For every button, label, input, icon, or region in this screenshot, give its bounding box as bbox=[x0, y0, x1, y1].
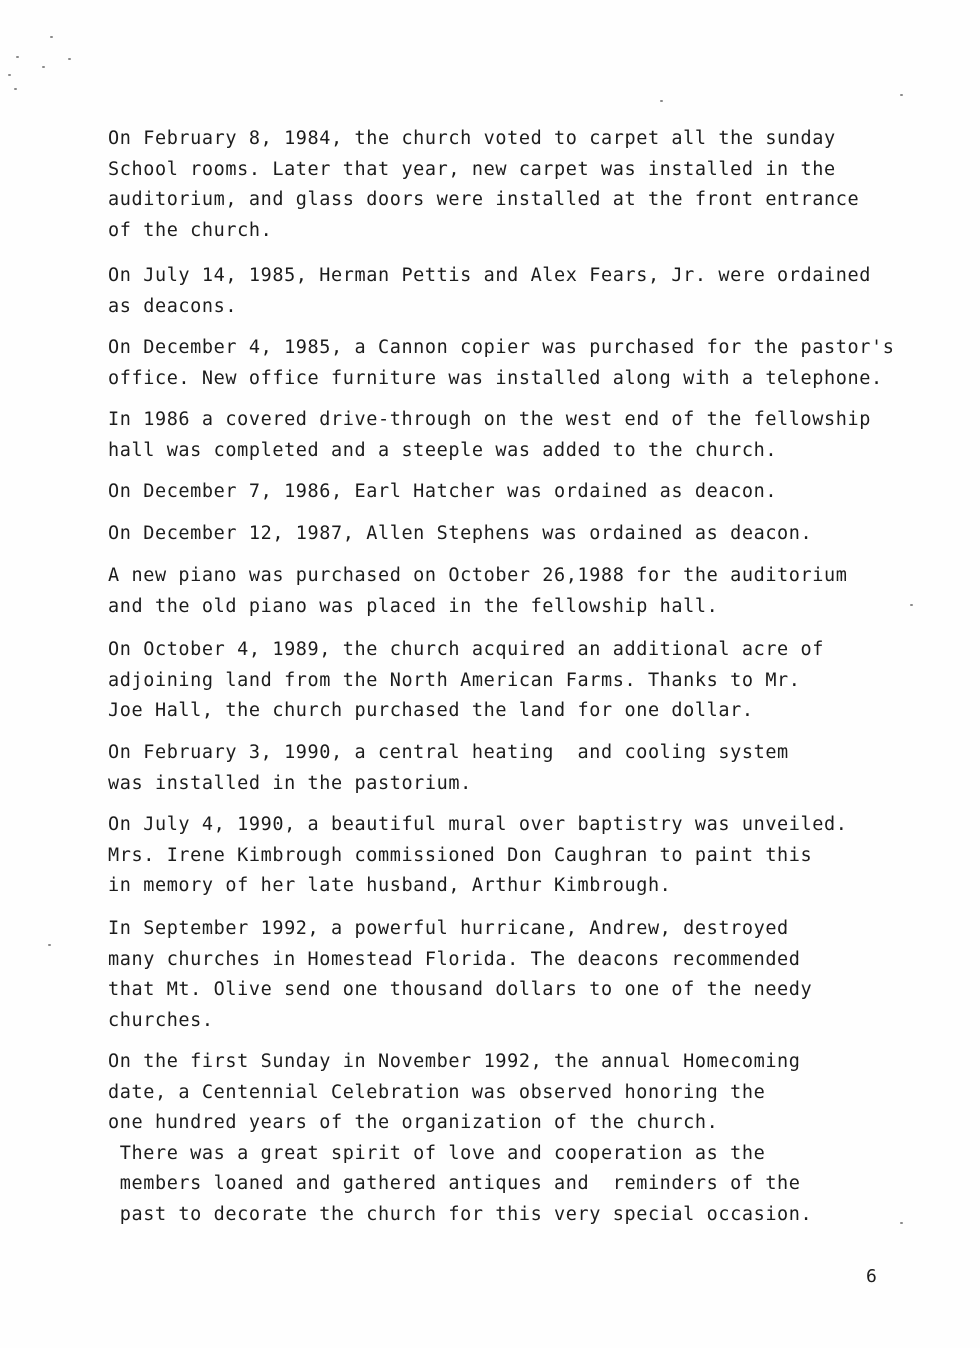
paragraph-mural-1990 bbox=[108, 810, 958, 902]
text-line: churches. bbox=[108, 1009, 214, 1031]
scan-speck bbox=[50, 36, 53, 38]
text-line: date, a Centennial Celebration was observed honoring the bbox=[108, 1081, 766, 1103]
text-line: On February 3, 1990, a central heating and cooling system bbox=[108, 742, 789, 763]
text-line: School rooms. Later that year, new carpet was installed in the bbox=[108, 158, 836, 180]
text-line: many churches in Homestead Florida. The deacons recommended bbox=[108, 948, 801, 970]
text-line: On July 14, 1985, Herman Pettis and Alex Fears, Jr. were ordained bbox=[108, 265, 871, 286]
paragraph-hatcher-1986 bbox=[108, 477, 958, 508]
text-line: On July 4, 1990, a beautiful mural over baptistry was unveiled. bbox=[108, 814, 848, 835]
paragraph-stephens-1987 bbox=[108, 519, 958, 550]
text-line: that Mt. Olive send one thousand dollars to one of the needy bbox=[108, 979, 813, 1000]
text-line: and the old piano was placed in the fellowship hall. bbox=[108, 595, 719, 617]
paragraph-hurricane-1992 bbox=[108, 914, 958, 1036]
text-line: office. New office furniture was installed along with a telephone. bbox=[108, 367, 883, 389]
paragraph-heating-1990 bbox=[108, 738, 958, 799]
text-line: Joe Hall, the church purchased the land for one dollar. bbox=[108, 700, 754, 721]
text-line: On February 8, 1984, the church voted to carpet all the sunday bbox=[108, 128, 836, 149]
text-line: On the first Sunday in November 1992, the annual Homecoming bbox=[108, 1051, 801, 1072]
text-line: past to decorate the church for this very special occasion. bbox=[108, 1203, 813, 1225]
text-line: On October 4, 1989, the church acquired an additional acre of bbox=[108, 639, 825, 660]
paragraph-land-1989 bbox=[108, 635, 958, 727]
scan-speck bbox=[68, 58, 71, 60]
text-line: members loaned and gathered antiques and reminders of the bbox=[108, 1173, 801, 1194]
text-line: was installed in the pastorium. bbox=[108, 772, 472, 794]
paragraph-steeple-1986 bbox=[108, 405, 958, 466]
paragraph-centennial-1992 bbox=[108, 1047, 958, 1230]
text-line: adjoining land from the North American Farms. Thanks to Mr. bbox=[108, 669, 801, 691]
paragraph-copier-1985 bbox=[108, 333, 958, 394]
scan-speck bbox=[660, 100, 663, 102]
text-line: as deacons. bbox=[108, 295, 238, 317]
text-line: In 1986 a covered drive-through on the west end of the fellowship bbox=[108, 409, 871, 430]
text-line: in memory of her late husband, Arthur Kimbrough. bbox=[108, 875, 672, 896]
paragraph-carpet-1984 bbox=[108, 124, 958, 246]
scan-speck bbox=[8, 74, 11, 76]
text-line: Mrs. Irene Kimbrough commissioned Don Caughran to paint this bbox=[108, 844, 813, 866]
text-line: A new piano was purchased on October 26,1988 for the auditorium bbox=[108, 565, 848, 586]
scan-speck bbox=[48, 944, 51, 946]
text-line: In September 1992, a powerful hurricane, Andrew, destroyed bbox=[108, 918, 789, 939]
text-line: auditorium, and glass doors were installed at the front entrance bbox=[108, 189, 860, 210]
text-line: On December 12, 1987, Allen Stephens was ordained as deacon. bbox=[108, 523, 813, 544]
paragraph-deacons-1985 bbox=[108, 261, 958, 322]
scan-speck bbox=[14, 88, 17, 90]
page-number: 6 bbox=[866, 1266, 877, 1287]
scan-speck bbox=[16, 56, 19, 58]
text-line: On December 4, 1985, a Cannon copier was purchased for the pastor's bbox=[108, 337, 895, 358]
text-line: There was a great spirit of love and cooperation as the bbox=[108, 1142, 766, 1164]
text-line: hall was completed and a steeple was added to the church. bbox=[108, 439, 778, 461]
text-line: On December 7, 1986, Earl Hatcher was ordained as deacon. bbox=[108, 481, 778, 502]
scan-speck bbox=[900, 94, 903, 96]
scan-speck bbox=[42, 66, 45, 68]
paragraph-piano-1988 bbox=[108, 561, 958, 622]
text-line: of the church. bbox=[108, 219, 273, 241]
text-line: one hundred years of the organization of the church. bbox=[108, 1112, 719, 1133]
